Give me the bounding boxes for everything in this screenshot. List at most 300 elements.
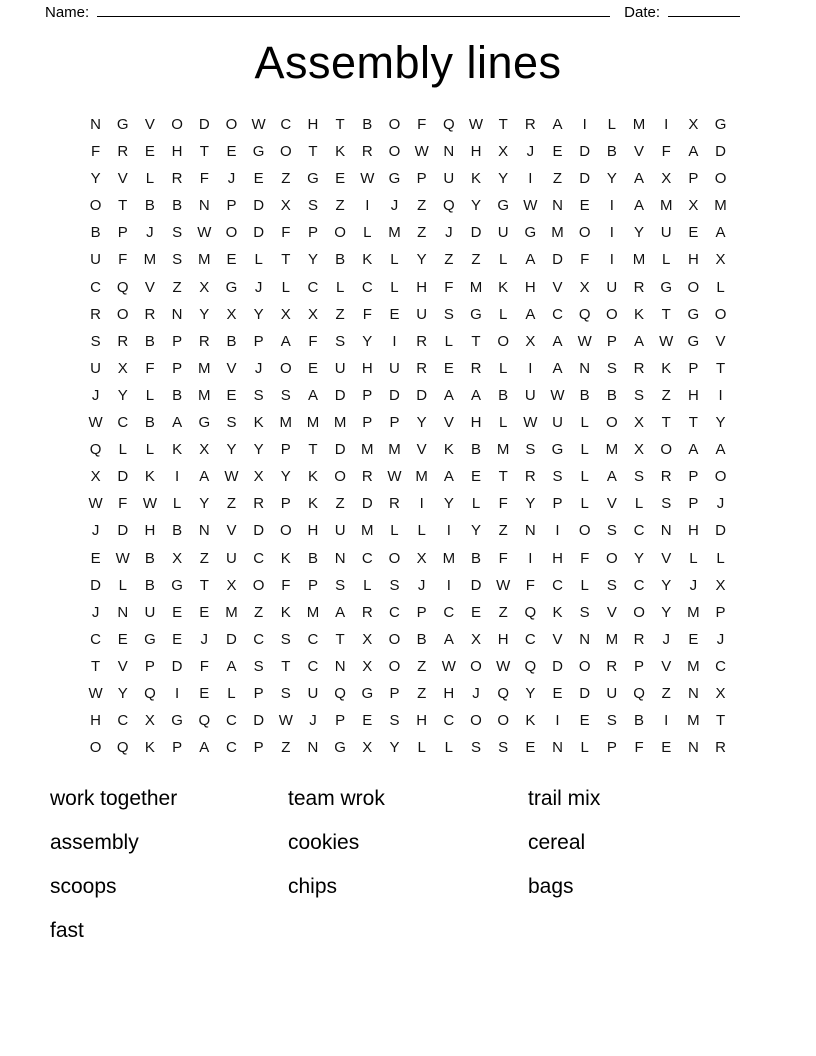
grid-letter: O xyxy=(388,630,401,648)
grid-letter: I xyxy=(718,386,723,404)
grid-letter: Z xyxy=(471,251,481,269)
grid-letter: I xyxy=(528,549,533,567)
grid-letter: B xyxy=(172,522,183,540)
grid-letter: B xyxy=(335,251,346,269)
grid-letter: M xyxy=(279,414,293,432)
grid-letter: S xyxy=(253,657,264,675)
grid-letter: X xyxy=(715,251,726,269)
grid-letter: X xyxy=(144,712,155,730)
grid-letter: Z xyxy=(335,495,345,513)
word-item: fast xyxy=(50,919,84,943)
grid-letter: Z xyxy=(417,224,427,242)
grid-letter: E xyxy=(470,603,481,621)
grid-row xyxy=(82,463,734,490)
grid-letter: B xyxy=(90,224,101,242)
grid-letter: F xyxy=(498,549,508,567)
word-item: work together xyxy=(50,787,178,811)
grid-letter: Q xyxy=(198,712,211,730)
grid-letter: P xyxy=(117,224,128,242)
grid-letter: C xyxy=(443,603,455,621)
grid-letter: Z xyxy=(498,603,508,621)
grid-letter: F xyxy=(281,576,291,594)
grid-letter: P xyxy=(307,576,318,594)
grid-letter: S xyxy=(552,468,563,486)
grid-letter: Z xyxy=(172,278,182,296)
grid-letter: T xyxy=(308,441,318,459)
grid-letter: E xyxy=(117,630,128,648)
grid-letter: P xyxy=(253,684,264,702)
word-list xyxy=(0,784,816,960)
grid-letter: E xyxy=(199,684,210,702)
grid-letter: X xyxy=(416,549,427,567)
grid-row xyxy=(82,626,734,653)
grid-letter: L xyxy=(716,278,725,296)
grid-letter: Y xyxy=(661,576,672,594)
grid-letter: H xyxy=(687,386,699,404)
grid-letter: M xyxy=(333,414,347,432)
grid-letter: E xyxy=(144,143,155,161)
grid-letter: N xyxy=(198,197,210,215)
grid-row xyxy=(82,111,734,138)
grid-letter: T xyxy=(471,332,481,350)
grid-letter: S xyxy=(280,386,291,404)
grid-letter: T xyxy=(91,657,101,675)
grid-letter: B xyxy=(606,386,617,404)
grid-letter: O xyxy=(89,739,102,757)
grid-letter: E xyxy=(389,305,400,323)
grid-letter: W xyxy=(523,414,538,432)
grid-letter: P xyxy=(389,414,400,432)
grid-letter: G xyxy=(171,712,183,730)
grid-letter: G xyxy=(470,305,482,323)
grid-letter: R xyxy=(524,116,536,133)
grid-letter: N xyxy=(524,522,536,540)
grid-letter: M xyxy=(469,278,483,296)
grid-letter: L xyxy=(363,224,372,242)
grid-letter: W xyxy=(224,468,239,486)
grid-letter: H xyxy=(361,359,373,377)
grid-letter: F xyxy=(199,657,209,675)
grid-letter: J xyxy=(716,630,725,648)
grid-letter: P xyxy=(253,739,264,757)
grid-letter: U xyxy=(307,684,319,702)
grid-letter: N xyxy=(552,739,563,757)
grid-letter: T xyxy=(308,143,318,161)
grid-letter: R xyxy=(416,359,428,377)
grid-letter: C xyxy=(280,116,292,133)
grid-letter: V xyxy=(661,549,672,567)
grid-letter: O xyxy=(714,468,727,486)
grid-letter: S xyxy=(389,576,400,594)
grid-letter: M xyxy=(306,414,320,432)
grid-letter: E xyxy=(525,739,536,757)
grid-letter: M xyxy=(198,359,211,377)
grid-letter: F xyxy=(91,143,101,161)
grid-row xyxy=(82,382,734,409)
grid-letter: G xyxy=(687,305,700,323)
grid-letter: X xyxy=(280,197,291,215)
grid-letter: Z xyxy=(254,603,264,621)
grid-letter: H xyxy=(497,630,509,648)
grid-letter: J xyxy=(254,359,263,377)
grid-letter: L xyxy=(172,495,182,513)
grid-letter: O xyxy=(252,576,265,594)
grid-letter: O xyxy=(606,549,618,567)
grid-letter: O xyxy=(388,657,401,675)
grid-letter: A xyxy=(715,441,726,459)
grid-letter: X xyxy=(688,197,699,215)
grid-letter: E xyxy=(335,170,346,188)
grid-letter: T xyxy=(498,468,508,486)
grid-letter: A xyxy=(172,414,183,432)
grid-letter: Y xyxy=(443,495,454,513)
grid-letter: C xyxy=(90,630,101,648)
grid-letter: S xyxy=(253,386,264,404)
grid-letter: J xyxy=(146,224,154,242)
grid-letter: U xyxy=(334,359,346,377)
grid-letter: O xyxy=(388,143,401,161)
grid-letter: A xyxy=(634,170,645,188)
grid-row xyxy=(82,572,734,599)
grid-letter: Q xyxy=(633,684,645,702)
grid-letter: Z xyxy=(226,495,237,513)
grid-letter: S xyxy=(280,684,291,702)
grid-letter: W xyxy=(659,332,674,350)
grid-letter: N xyxy=(579,630,591,648)
grid-letter: D xyxy=(90,576,101,594)
grid-letter: E xyxy=(362,712,373,730)
grid-letter: H xyxy=(171,143,183,161)
grid-letter: D xyxy=(579,170,591,188)
grid-letter: Y xyxy=(307,251,318,269)
grid-letter: H xyxy=(416,712,428,730)
grid-letter: U xyxy=(226,549,237,567)
grid-letter: Z xyxy=(444,251,454,269)
grid-letter: D xyxy=(470,224,482,242)
grid-letter: S xyxy=(634,468,645,486)
grid-row xyxy=(82,219,734,246)
grid-letter: C xyxy=(633,576,645,594)
grid-letter: T xyxy=(688,414,698,432)
grid-letter: L xyxy=(335,278,345,296)
grid-letter: B xyxy=(172,197,183,215)
grid-letter: C xyxy=(524,630,536,648)
grid-letter: U xyxy=(144,603,156,621)
grid-letter: D xyxy=(253,197,265,215)
grid-letter: W xyxy=(441,657,456,675)
grid-letter: P xyxy=(335,712,346,730)
grid-letter: S xyxy=(525,441,536,459)
word-column xyxy=(528,784,816,960)
grid-letter: V xyxy=(443,414,454,432)
grid-letter: J xyxy=(662,630,670,648)
grid-letter: M xyxy=(605,630,619,648)
grid-letter: I xyxy=(555,522,560,540)
grid-letter: Z xyxy=(417,197,427,215)
grid-letter: K xyxy=(172,441,183,459)
grid-letter: F xyxy=(118,495,128,513)
grid-letter: K xyxy=(307,468,318,486)
grid-letter: N xyxy=(117,603,129,621)
grid-letter: G xyxy=(388,170,401,188)
grid-letter: K xyxy=(144,468,155,486)
grid-letter: R xyxy=(416,332,428,350)
grid-letter: J xyxy=(526,143,535,161)
grid-letter: C xyxy=(226,712,237,730)
grid-letter: D xyxy=(117,522,129,540)
grid-letter: G xyxy=(307,170,319,188)
letter-grid xyxy=(82,111,734,761)
grid-letter: S xyxy=(443,305,454,323)
grid-letter: L xyxy=(390,278,399,296)
grid-letter: P xyxy=(389,684,400,702)
grid-letter: M xyxy=(361,441,374,459)
grid-letter: C xyxy=(253,549,265,567)
grid-letter: R xyxy=(389,495,400,513)
grid-letter: M xyxy=(714,197,727,215)
grid-letter: D xyxy=(389,386,400,404)
grid-letter: S xyxy=(606,576,617,594)
grid-letter: C xyxy=(361,278,373,296)
grid-letter: R xyxy=(171,170,183,188)
grid-letter: H xyxy=(470,143,482,161)
grid-letter: X xyxy=(362,657,373,675)
grid-letter: A xyxy=(525,251,536,269)
grid-letter: J xyxy=(254,278,263,296)
grid-letter: X xyxy=(634,414,645,432)
grid-letter: S xyxy=(606,522,617,540)
grid-letter: W xyxy=(115,549,130,567)
grid-letter: Y xyxy=(470,522,481,540)
grid-letter: S xyxy=(606,359,617,377)
grid-letter: X xyxy=(253,468,264,486)
grid-letter: V xyxy=(226,522,237,540)
grid-letter: Y xyxy=(470,197,481,215)
grid-letter: B xyxy=(470,441,481,459)
grid-letter: Z xyxy=(417,657,427,675)
grid-letter: V xyxy=(117,657,128,675)
grid-letter: H xyxy=(524,278,536,296)
grid-letter: L xyxy=(580,468,589,486)
grid-letter: R xyxy=(117,143,129,161)
grid-letter: P xyxy=(688,495,699,513)
grid-letter: G xyxy=(198,414,211,432)
grid-letter: W xyxy=(496,657,511,675)
grid-letter: Y xyxy=(525,684,536,702)
grid-letter: A xyxy=(634,332,645,350)
grid-letter: X xyxy=(661,170,672,188)
grid-letter: H xyxy=(470,414,482,432)
grid-letter: L xyxy=(363,576,372,594)
grid-letter: L xyxy=(498,305,508,323)
grid-letter: D xyxy=(226,630,237,648)
grid-letter: L xyxy=(118,441,127,459)
grid-letter: Y xyxy=(634,549,645,567)
grid-letter: T xyxy=(199,576,209,594)
grid-letter: H xyxy=(416,278,428,296)
grid-letter: D xyxy=(334,386,346,404)
grid-letter: W xyxy=(88,684,103,702)
grid-letter: I xyxy=(419,495,424,513)
grid-letter: D xyxy=(416,386,428,404)
grid-letter: L xyxy=(689,549,698,567)
grid-letter: C xyxy=(117,712,129,730)
grid-letter: A xyxy=(443,468,454,486)
grid-letter: F xyxy=(580,549,590,567)
grid-letter: Z xyxy=(199,549,209,567)
grid-letter: N xyxy=(334,549,346,567)
grid-letter: O xyxy=(606,414,618,432)
grid-letter: L xyxy=(580,739,589,757)
grid-letter: B xyxy=(416,630,427,648)
grid-letter: E xyxy=(688,630,699,648)
grid-letter: J xyxy=(91,522,100,540)
grid-letter: O xyxy=(578,657,591,675)
grid-letter: N xyxy=(171,305,183,323)
grid-letter: V xyxy=(715,332,726,350)
grid-letter: I xyxy=(446,576,451,594)
grid-letter: F xyxy=(362,305,372,323)
grid-letter: E xyxy=(579,197,590,215)
grid-letter: E xyxy=(470,468,481,486)
grid-letter: W xyxy=(278,712,293,730)
grid-letter: K xyxy=(634,305,645,323)
grid-letter: L xyxy=(471,495,481,513)
grid-letter: J xyxy=(472,684,480,702)
grid-letter: O xyxy=(470,712,482,730)
grid-letter: O xyxy=(606,305,618,323)
grid-letter: X xyxy=(199,278,210,296)
grid-letter: L xyxy=(580,576,589,594)
grid-letter: A xyxy=(280,332,291,350)
grid-letter: K xyxy=(362,251,373,269)
grid-letter: Q xyxy=(442,116,455,133)
grid-letter: D xyxy=(552,251,563,269)
page-header xyxy=(0,0,816,22)
grid-letter: A xyxy=(634,197,645,215)
grid-letter: K xyxy=(661,359,672,377)
grid-letter: E xyxy=(688,224,699,242)
grid-letter: N xyxy=(307,739,319,757)
grid-letter: Z xyxy=(661,684,671,702)
grid-letter: J xyxy=(390,197,399,215)
grid-letter: B xyxy=(144,332,155,350)
grid-letter: R xyxy=(253,495,265,513)
grid-letter: E xyxy=(253,170,264,188)
grid-letter: B xyxy=(634,712,645,730)
grid-letter: J xyxy=(417,576,426,594)
grid-letter: L xyxy=(254,251,263,269)
word-item: trail mix xyxy=(528,787,601,811)
grid-letter: Y xyxy=(661,603,672,621)
grid-letter: X xyxy=(117,359,128,377)
grid-letter: M xyxy=(496,441,510,459)
grid-letter: O xyxy=(714,305,727,323)
grid-letter: K xyxy=(280,549,291,567)
grid-letter: L xyxy=(417,522,426,540)
grid-letter: J xyxy=(227,170,236,188)
grid-letter: I xyxy=(446,522,451,540)
grid-letter: S xyxy=(470,739,481,757)
grid-letter: E xyxy=(443,359,454,377)
grid-letter: Y xyxy=(606,170,617,188)
grid-letter: S xyxy=(579,603,590,621)
grid-row xyxy=(82,274,734,301)
grid-letter: Y xyxy=(117,386,128,404)
grid-letter: I xyxy=(609,251,614,269)
word-item: cereal xyxy=(528,831,586,855)
grid-letter: J xyxy=(200,630,209,648)
grid-letter: R xyxy=(361,603,373,621)
grid-letter: A xyxy=(552,116,563,133)
grid-letter: T xyxy=(281,251,291,269)
grid-letter: H xyxy=(307,522,319,540)
grid-letter: Y xyxy=(634,224,645,242)
grid-letter: G xyxy=(524,224,537,242)
grid-letter: K xyxy=(307,495,318,513)
grid-letter: K xyxy=(443,441,454,459)
grid-letter: R xyxy=(606,657,618,675)
grid-letter: P xyxy=(362,414,373,432)
grid-letter: E xyxy=(226,386,237,404)
grid-letter: M xyxy=(687,603,700,621)
grid-letter: W xyxy=(88,414,103,432)
grid-letter: S xyxy=(335,332,346,350)
grid-letter: T xyxy=(715,712,726,730)
grid-letter: I xyxy=(175,684,180,702)
word-item: team wrok xyxy=(288,787,385,811)
grid-letter: S xyxy=(280,630,291,648)
grid-letter: S xyxy=(90,332,101,350)
grid-letter: E xyxy=(199,603,210,621)
grid-letter: O xyxy=(279,359,292,377)
grid-letter: L xyxy=(417,739,426,757)
grid-letter: I xyxy=(582,116,587,133)
grid-letter: K xyxy=(335,143,346,161)
grid-letter: Y xyxy=(253,305,264,323)
grid-letter: K xyxy=(253,414,264,432)
grid-letter: C xyxy=(389,603,400,621)
grid-letter: U xyxy=(389,359,400,377)
grid-letter: F xyxy=(281,224,291,242)
grid-row xyxy=(82,192,734,219)
grid-letter: K xyxy=(552,603,563,621)
grid-letter: V xyxy=(416,441,427,459)
grid-letter: M xyxy=(687,712,700,730)
grid-letter: A xyxy=(199,739,210,757)
grid-row xyxy=(82,138,734,165)
grid-letter: P xyxy=(634,657,645,675)
grid-letter: I xyxy=(175,468,180,486)
name-label: Name: xyxy=(45,4,90,21)
grid-letter: B xyxy=(144,197,155,215)
grid-letter: C xyxy=(443,712,455,730)
grid-letter: X xyxy=(280,305,291,323)
grid-letter: P xyxy=(307,224,318,242)
grid-letter: I xyxy=(528,359,533,377)
grid-letter: Y xyxy=(498,170,509,188)
grid-letter: O xyxy=(497,332,509,350)
grid-letter: Y xyxy=(253,441,264,459)
grid-letter: O xyxy=(470,657,482,675)
grid-letter: U xyxy=(524,386,536,404)
grid-letter: V xyxy=(552,630,563,648)
grid-letter: W xyxy=(523,197,538,215)
grid-letter: B xyxy=(144,414,155,432)
grid-letter: U xyxy=(660,224,672,242)
grid-letter: G xyxy=(714,116,727,133)
grid-letter: K xyxy=(144,739,155,757)
